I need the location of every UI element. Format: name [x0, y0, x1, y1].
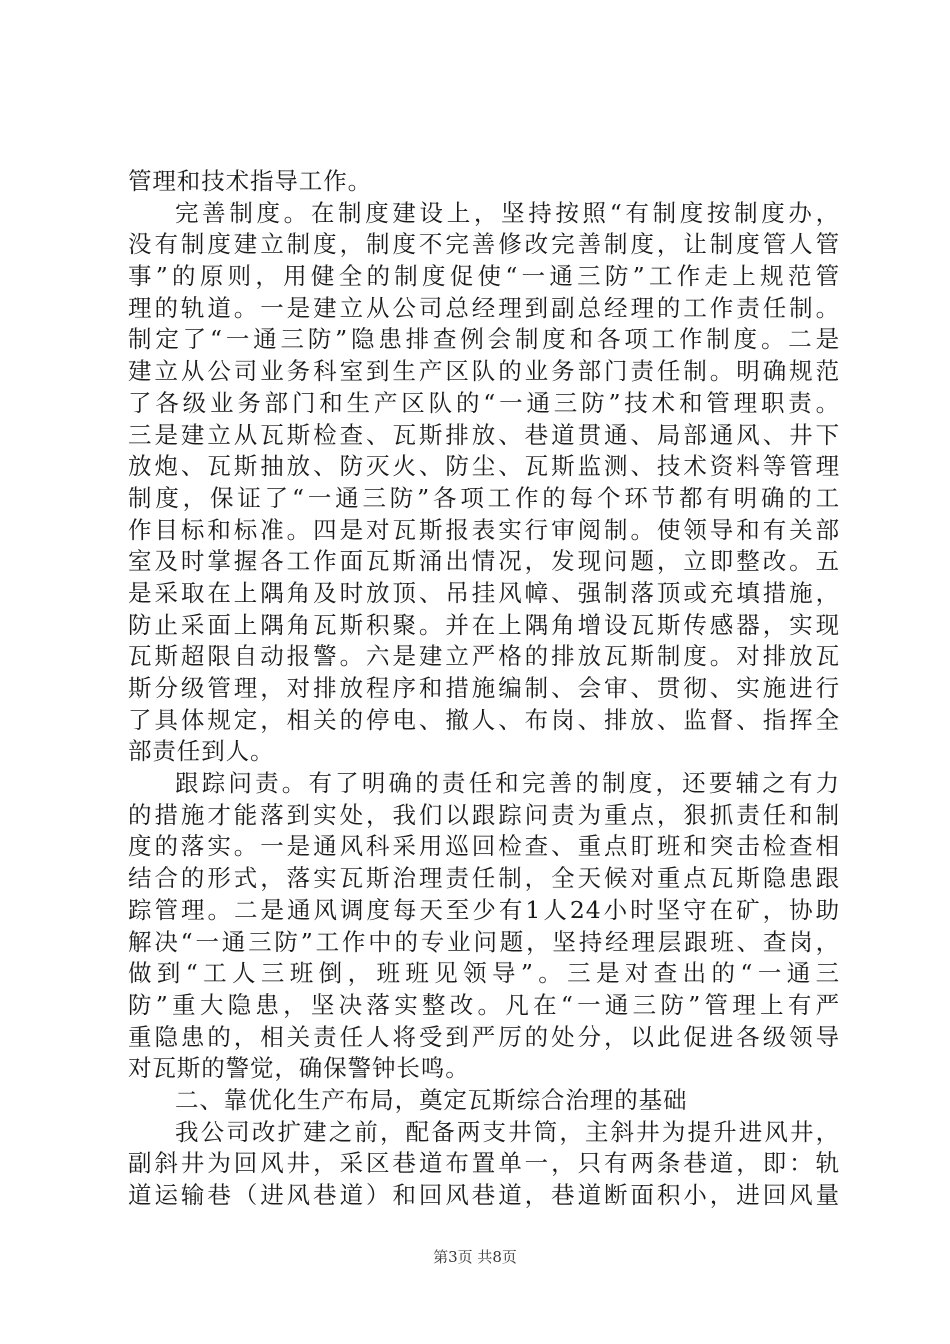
text-line: 了各级业务部门和生产区队的“一通三防”技术和管理职责。 — [128, 388, 840, 417]
text-line: 的措施才能落到实处，我们以跟踪问责为重点，狠抓责任和制 — [128, 800, 840, 829]
text-line: 瓦斯超限自动报警。六是建立严格的排放瓦斯制度。对排放瓦 — [128, 642, 840, 671]
text-line: 理的轨道。一是建立从公司总经理到副总经理的工作责任制。 — [128, 293, 840, 322]
text-line: 完善制度。在制度建设上，坚持按照“有制度按制度办， — [175, 198, 840, 227]
text-line: 二、靠优化生产布局，奠定瓦斯综合治理的基础 — [175, 1085, 688, 1114]
text-line: 事”的原则，用健全的制度促使“一通三防”工作走上规范管 — [128, 262, 840, 291]
text-line: 防止采面上隅角瓦斯积聚。并在上隅角增设瓦斯传感器，实现 — [128, 610, 840, 639]
text-line: 了具体规定，相关的停电、撤人、布岗、排放、监督、指挥全 — [128, 705, 840, 734]
text-line: 建立从公司业务科室到生产区队的业务部门责任制。明确规范 — [128, 357, 840, 386]
text-line: 重隐患的，相关责任人将受到严厉的处分，以此促进各级领导 — [128, 1022, 840, 1051]
text-line: 道运输巷（进风巷道）和回风巷道，巷道断面积小，进回风量 — [128, 1181, 840, 1209]
text-line: 结合的形式，落实瓦斯治理责任制，全天候对重点瓦斯隐患跟 — [128, 864, 840, 893]
text-line: 解决“一通三防”工作中的专业问题，坚持经理层跟班、查岗， — [128, 927, 840, 956]
body-text — [128, 166, 840, 1212]
text-line: 室及时掌握各工作面瓦斯涌出情况，发现问题，立即整改。五 — [128, 547, 840, 576]
text-line: 防”重大隐患，坚决落实整改。凡在“一通三防”管理上有严 — [128, 990, 840, 1019]
text-line: 副斜井为回风井，采区巷道布置单一，只有两条巷道，即：轨 — [128, 1149, 840, 1178]
text-line: 制度，保证了“一通三防”各项工作的每个环节都有明确的工 — [128, 483, 840, 512]
text-line: 对瓦斯的警觉，确保警钟长鸣。 — [128, 1054, 470, 1083]
text-line: 度的落实。一是通风科采用巡回检查、重点盯班和突击检查相 — [128, 832, 840, 861]
text-line: 踪管理。二是通风调度每天至少有1人24小时坚守在矿，协助 — [128, 895, 840, 924]
text-line: 斯分级管理，对排放程序和措施编制、会审、贯彻、实施进行 — [128, 674, 840, 702]
text-line: 制定了“一通三防”隐患排查例会制度和各项工作制度。二是 — [128, 325, 840, 354]
text-line: 管理和技术指导工作。 — [128, 167, 372, 195]
text-line: 没有制度建立制度，制度不完善修改完善制度，让制度管人管 — [128, 230, 840, 259]
text-line: 是采取在上隅角及时放顶、吊挂风幛、强制落顶或充填措施， — [128, 578, 840, 607]
page-footer: 第3页 共8页 — [433, 1248, 517, 1266]
text-line: 跟踪问责。有了明确的责任和完善的制度，还要辅之有力 — [175, 769, 840, 798]
text-line: 三是建立从瓦斯检查、瓦斯排放、巷道贯通、局部通风、井下 — [128, 420, 840, 449]
text-line: 做到“工人三班倒，班班见领导”。三是对查出的“一通三 — [128, 959, 840, 988]
text-line: 作目标和标准。四是对瓦斯报表实行审阅制。使领导和有关部 — [128, 515, 840, 544]
text-line: 放炮、瓦斯抽放、防灭火、防尘、瓦斯监测、技术资料等管理 — [128, 452, 840, 481]
text-line: 我公司改扩建之前，配备两支井筒，主斜井为提升进风井， — [175, 1117, 840, 1146]
text-line: 部责任到人。 — [128, 737, 275, 766]
